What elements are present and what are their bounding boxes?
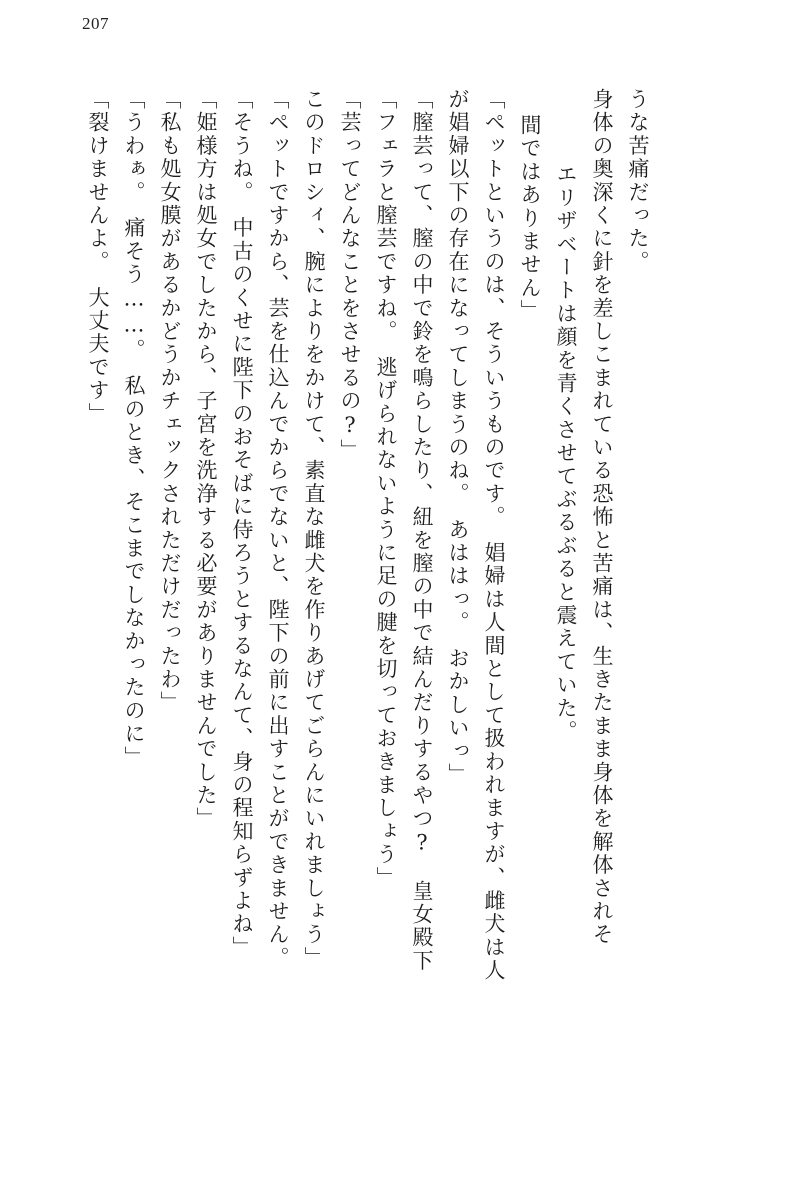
text-column: うな苦痛だった。 [626, 88, 650, 274]
text-column: エリザベートは顔を青くさせてぶるぶると震えていた。 [554, 140, 578, 744]
text-column: 「うわぁ。 痛そう……。 私のとき、そこまでしなかったのに」 [122, 88, 146, 769]
text-column: が娼婦以下の存在になってしまうのね。 あははっ。 おかしいっ」 [446, 88, 470, 787]
text-column: 身体の奥深くに針を差しこまれている恐怖と苦痛は、生きたまま身体を解体されそ [590, 88, 614, 947]
text-column: このドロシィ、腕によりをかけて、素直な雌犬を作りあげてごらんにいれましょう」 [302, 88, 326, 970]
page-number: 207 [82, 14, 109, 33]
text-column: 「ペットというのは、そういうものです。 娼婦は人間として扱われますが、雌犬は人 [482, 88, 506, 983]
text-column: 「フェラと膣芸ですね。 逃げられないように足の腱を切っておきましょう」 [374, 88, 398, 890]
text-column: 「そうね。 中古のくせに陛下のおそばに侍ろうとするなんて、身の程知らずよね」 [230, 88, 254, 960]
text-column: 間ではありません」 [518, 114, 542, 323]
text-column: 「芸ってどんなことをさせるの?」 [338, 88, 362, 463]
text-column: 「膣芸って、膣の中で鈴を鳴らしたり、紐を膣の中で結んだりするやつ? 皇女殿下 [410, 88, 434, 973]
text-column: 「裂けませんよ。 大丈夫です」 [86, 88, 110, 426]
page-body-text [72, 88, 732, 1168]
text-column: 「姫様方は処女でしたから、子宮を洗浄する必要がありませんでした」 [194, 88, 218, 831]
text-column: 「ペットですから、芸を仕込んでからでないと、陛下の前に出すことができません。 [266, 88, 290, 970]
text-column: 「私も処女膜があるかどうかチェックされただけだったわ」 [158, 88, 182, 715]
